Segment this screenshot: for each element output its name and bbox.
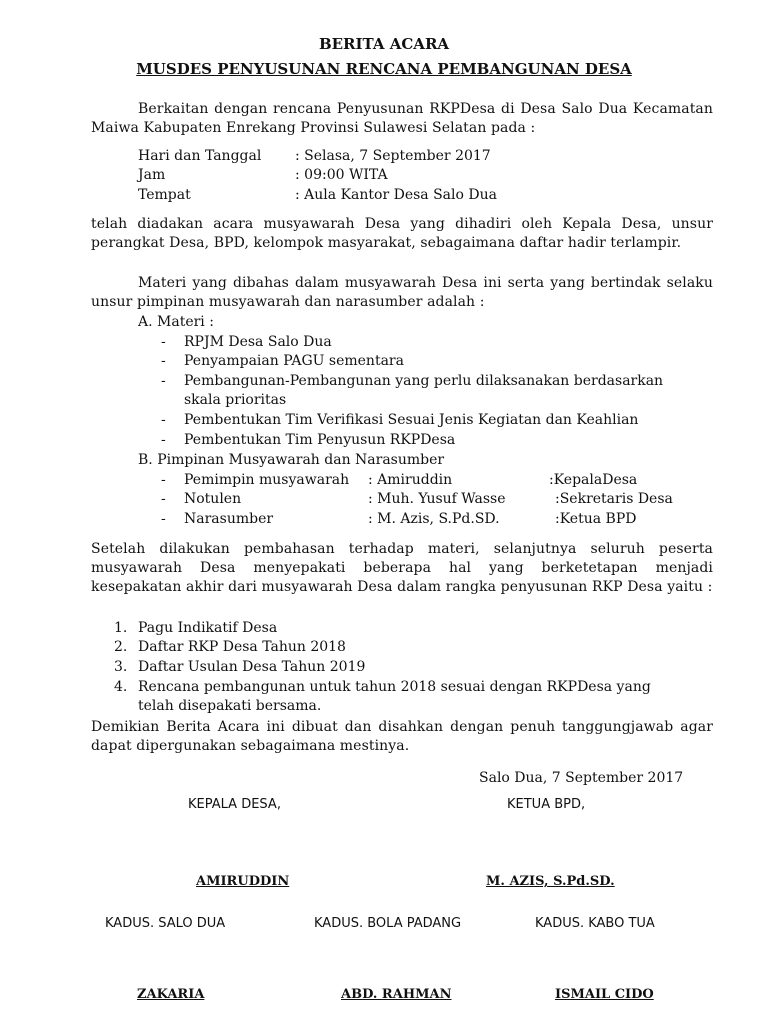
detail-label: Tempat	[138, 187, 191, 203]
leader-role: Notulen	[184, 491, 242, 507]
leader-name: : M. Azis, S.Pd.SD.	[368, 511, 500, 527]
list-item-text: Pembentukan Tim Penyusun RKPDesa	[184, 432, 456, 448]
item-text: Rencana pembangunan untuk tahun 2018 sesuai dengan RKPDesa yang	[138, 679, 651, 695]
leader-position: :KepalaDesa	[549, 472, 638, 488]
item-text: Daftar RKP Desa Tahun 2018	[138, 639, 346, 655]
bullet: -	[161, 334, 166, 350]
list-item-text: Penyampaian PAGU sementara	[184, 353, 404, 369]
detail-value: : Selasa, 7 September 2017	[295, 148, 491, 164]
ketua-bpd-title: KETUA BPD,	[507, 797, 586, 812]
bullet: -	[161, 373, 166, 389]
kadus-bola-padang-title: KADUS. BOLA PADANG	[314, 916, 462, 931]
list-item-text: RPJM Desa Salo Dua	[184, 334, 332, 350]
bullet: -	[161, 472, 166, 488]
item-number: 1.	[114, 620, 128, 636]
bullet: -	[161, 511, 166, 527]
leader-position: :Ketua BPD	[555, 511, 637, 527]
document-title: BERITA ACARA	[318, 35, 450, 53]
kadus-salo-dua-title: KADUS. SALO DUA	[105, 916, 226, 931]
kadus-kabo-tua-title: KADUS. KABO TUA	[535, 916, 655, 931]
document-subtitle: MUSDES PENYUSUNAN RENCANA PEMBANGUNAN DESA	[136, 60, 632, 78]
leader-name: : Amiruddin	[368, 472, 453, 488]
section-a-label: A. Materi :	[138, 314, 214, 330]
item-text: Pagu Indikatif Desa	[138, 620, 278, 636]
detail-label: Hari dan Tanggal	[138, 148, 262, 164]
detail-value: : 09:00 WITA	[295, 167, 388, 183]
bullet: -	[161, 432, 166, 448]
item-text: Daftar Usulan Desa Tahun 2019	[138, 659, 366, 675]
bullet: -	[161, 412, 166, 428]
materi-paragraph: Materi yang dibahas dalam musyawarah Desa ini serta yang bertindak selaku unsur pimpinan musyawarah dan narasumber adalah :	[91, 275, 713, 310]
item-number: 3.	[114, 659, 128, 675]
closing-paragraph: Demikian Berita Acara ini dibuat dan disahkan dengan penuh tanggungjawab agar dapat dipergunakan sebagaimana mestinya.	[91, 719, 713, 754]
list-item-text: Pembentukan Tim Verifikasi Sesuai Jenis Kegiatan dan Keahlian	[184, 412, 639, 428]
ketua-bpd-name: M. AZIS, S.Pd.SD.	[486, 874, 615, 889]
bullet: -	[161, 353, 166, 369]
leader-name: : Muh. Yusuf Wasse	[368, 491, 506, 507]
bullet: -	[161, 491, 166, 507]
leader-role: Narasumber	[184, 511, 274, 527]
place-date: Salo Dua, 7 September 2017	[479, 770, 684, 786]
detail-label: Jam	[138, 167, 166, 183]
intro-paragraph: Berkaitan dengan rencana Penyusunan RKPDesa di Desa Salo Dua Kecamatan Maiwa Kabupaten Enrekang Provinsi Sulawesi Selatan pada :	[91, 101, 713, 136]
section-b-label: B. Pimpinan Musyawarah dan Narasumber	[138, 452, 445, 468]
held-paragraph: telah diadakan acara musyawarah Desa yang dihadiri oleh Kepala Desa, unsur perangkat Desa, BPD, kelompok masyarakat, sebagaimana daftar hadir terlampir.	[91, 216, 713, 251]
numbered-item-continuation: telah disepakati bersama.	[138, 698, 322, 714]
item-number: 4.	[114, 679, 128, 695]
leader-position: :Sekretaris Desa	[555, 491, 673, 507]
kadus-salo-dua-name: ZAKARIA	[137, 987, 205, 1002]
detail-value: : Aula Kantor Desa Salo Dua	[295, 187, 497, 203]
leader-role: Pemimpin musyawarah	[184, 472, 350, 488]
kepala-desa-name: AMIRUDDIN	[196, 874, 290, 889]
kepala-desa-title: KEPALA DESA,	[188, 797, 281, 812]
item-number: 2.	[114, 639, 128, 655]
after-paragraph: Setelah dilakukan pembahasan terhadap materi, selanjutnya seluruh peserta musyawarah Desa menyepakati beberapa hal yang berketetapan menjadi kesepakatan akhir dari musyawarah Desa dalam rangka penyusunan RKP Desa yaitu :	[91, 541, 713, 595]
kadus-kabo-tua-name: ISMAIL CIDO	[555, 987, 654, 1002]
kadus-bola-padang-name: ABD. RAHMAN	[341, 987, 452, 1002]
list-item-text: skala prioritas	[184, 392, 287, 408]
list-item-text: Pembangunan-Pembangunan yang perlu dilaksanakan berdasarkan	[184, 373, 664, 389]
